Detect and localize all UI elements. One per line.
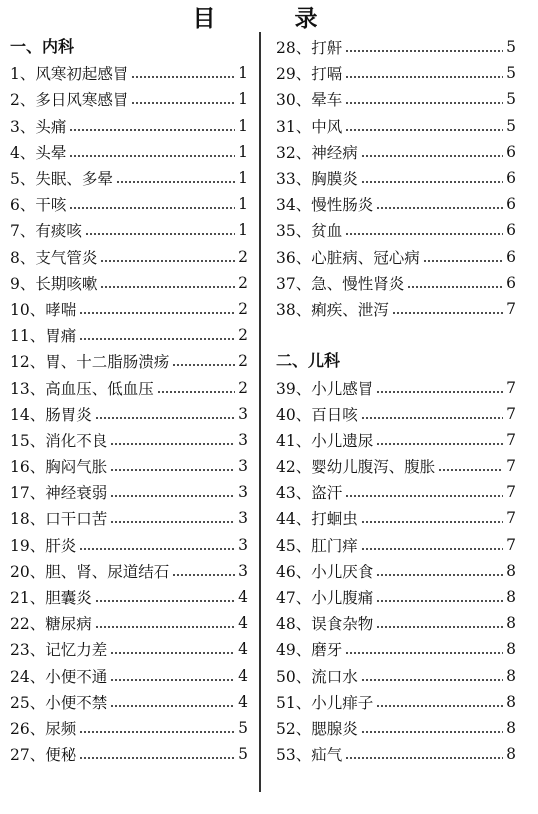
entry-number: 49、 (276, 641, 312, 660)
entry-page-number: 4 (238, 640, 248, 659)
dot-leader (361, 417, 503, 419)
dot-leader (376, 574, 503, 576)
toc-entry[interactable] (276, 715, 516, 741)
dot-leader (392, 312, 503, 314)
entry-title: 神经病 (311, 143, 358, 162)
entry-number: 15、 (10, 431, 46, 450)
entry-number: 5、 (10, 170, 36, 189)
entry-title: 误食杂物 (311, 615, 374, 634)
entry-number: 7、 (10, 222, 36, 241)
toc-entry[interactable] (10, 479, 248, 505)
toc-entry[interactable] (276, 453, 516, 479)
toc-entry[interactable] (10, 584, 248, 610)
entry-title: 失眠、多晕 (35, 170, 113, 189)
entry-title: 胸膜炎 (311, 170, 358, 189)
dot-leader (361, 181, 503, 183)
entry-number: 45、 (276, 536, 312, 555)
entry-number: 11、 (10, 327, 46, 346)
dot-leader (376, 207, 503, 209)
entry-page-number: 6 (506, 247, 516, 266)
entry-page-number: 7 (506, 483, 516, 502)
entry-title: 哮喘 (45, 300, 77, 319)
entry-page-number: 3 (238, 430, 248, 449)
toc-entry[interactable] (10, 113, 248, 139)
entry-number: 52、 (276, 719, 312, 738)
dot-leader (110, 443, 235, 445)
entry-page-number: 6 (506, 221, 516, 240)
toc-right-column (276, 34, 516, 767)
dot-leader (116, 181, 235, 183)
entry-number: 16、 (10, 458, 46, 477)
toc-entry[interactable] (10, 715, 248, 741)
toc-entry[interactable] (276, 610, 516, 636)
entry-page-number: 1 (238, 116, 248, 135)
entry-page-number: 2 (238, 352, 248, 371)
dot-leader (376, 391, 503, 393)
entry-title: 小儿厌食 (311, 562, 374, 581)
entry-title: 晕车 (311, 91, 343, 110)
dot-leader (110, 495, 235, 497)
entry-page-number: 7 (506, 509, 516, 528)
toc-entry[interactable] (10, 86, 248, 112)
entry-page-number: 2 (238, 247, 248, 266)
dot-leader (407, 286, 503, 288)
toc-entry[interactable] (276, 663, 516, 689)
entry-number: 42、 (276, 458, 312, 477)
entry-title: 胃痛 (45, 327, 77, 346)
dot-leader (157, 391, 235, 393)
entry-page-number: 1 (238, 64, 248, 83)
entry-page-number: 1 (238, 169, 248, 188)
toc-entry[interactable] (10, 689, 248, 715)
entry-title: 肠胃炎 (45, 405, 92, 424)
dot-leader (361, 155, 503, 157)
entry-number: 25、 (10, 693, 46, 712)
dot-leader (85, 233, 235, 235)
toc-left-column (10, 34, 248, 767)
dot-leader (361, 679, 503, 681)
entry-title: 肝炎 (45, 536, 77, 555)
entry-title: 小儿感冒 (311, 379, 374, 398)
dot-leader (376, 443, 503, 445)
dot-leader (79, 338, 235, 340)
toc-entry[interactable] (276, 741, 516, 767)
dot-leader (172, 574, 235, 576)
toc-entry[interactable] (10, 505, 248, 531)
toc-entry[interactable] (276, 296, 516, 322)
entry-title: 慢性肠炎 (311, 196, 374, 215)
entry-page-number: 7 (506, 378, 516, 397)
toc-entry[interactable] (10, 453, 248, 479)
toc-entry[interactable] (276, 113, 516, 139)
entry-number: 2、 (10, 91, 36, 110)
entry-title: 小便不通 (45, 667, 108, 686)
entry-number: 53、 (276, 746, 312, 765)
entry-title: 多日风寒感冒 (35, 91, 129, 110)
entry-number: 3、 (10, 117, 36, 136)
toc-list-left (10, 60, 248, 767)
entry-page-number: 3 (238, 509, 248, 528)
entry-title: 流口水 (311, 667, 358, 686)
toc-entry[interactable] (10, 427, 248, 453)
entry-number: 32、 (276, 143, 312, 162)
toc-entry[interactable] (10, 191, 248, 217)
toc-entry[interactable] (10, 244, 248, 270)
toc-entry[interactable] (10, 296, 248, 322)
entry-page-number: 5 (506, 116, 516, 135)
entry-title: 打嗝 (311, 65, 343, 84)
entry-page-number: 8 (506, 718, 516, 737)
toc-entry[interactable] (276, 479, 516, 505)
entry-number: 26、 (10, 719, 46, 738)
entry-number: 21、 (10, 589, 46, 608)
dot-leader (131, 76, 235, 78)
entry-number: 46、 (276, 562, 312, 581)
dot-leader (110, 469, 235, 471)
entry-page-number: 8 (506, 666, 516, 685)
dot-leader (345, 76, 503, 78)
entry-title: 磨牙 (311, 641, 343, 660)
entry-title: 胆、肾、尿道结石 (45, 562, 170, 581)
entry-number: 28、 (276, 39, 312, 58)
entry-number: 41、 (276, 431, 312, 450)
entry-number: 14、 (10, 405, 46, 424)
entry-number: 34、 (276, 196, 312, 215)
entry-page-number: 2 (238, 326, 248, 345)
dot-leader (361, 521, 503, 523)
dot-leader (376, 600, 503, 602)
entry-page-number: 8 (506, 745, 516, 764)
entry-title: 胆囊炎 (45, 589, 92, 608)
entry-title: 头痛 (35, 117, 67, 136)
entry-title: 打蛔虫 (311, 510, 358, 529)
entry-page-number: 8 (506, 614, 516, 633)
entry-title: 盗汗 (311, 484, 343, 503)
entry-page-number: 8 (506, 640, 516, 659)
entry-title: 神经衰弱 (45, 484, 108, 503)
dot-leader (69, 207, 235, 209)
entry-number: 35、 (276, 222, 312, 241)
toc-entry[interactable] (276, 270, 516, 296)
toc-entry[interactable] (276, 427, 516, 453)
entry-number: 22、 (10, 615, 46, 634)
entry-number: 13、 (10, 379, 46, 398)
dot-leader (69, 155, 235, 157)
toc-entry[interactable] (276, 689, 516, 715)
entry-title: 小儿痱子 (311, 693, 374, 712)
entry-title: 支气管炎 (35, 248, 98, 267)
entry-page-number: 3 (238, 561, 248, 580)
dot-leader (100, 260, 235, 262)
toc-entry[interactable] (276, 401, 516, 427)
dot-leader (110, 679, 235, 681)
entry-page-number: 7 (506, 299, 516, 318)
entry-title: 干咳 (35, 196, 67, 215)
entry-page-number: 1 (238, 142, 248, 161)
entry-page-number: 4 (238, 692, 248, 711)
entry-number: 10、 (10, 300, 46, 319)
entry-page-number: 5 (238, 745, 248, 764)
entry-page-number: 5 (506, 38, 516, 57)
toc-entry[interactable] (10, 663, 248, 689)
entry-title: 糖尿病 (45, 615, 92, 634)
entry-number: 17、 (10, 484, 46, 503)
dot-leader (95, 626, 235, 628)
section-heading-internal: 一、内科 (10, 37, 75, 56)
entry-page-number: 1 (238, 221, 248, 240)
toc-entry[interactable] (10, 610, 248, 636)
dot-leader (345, 233, 503, 235)
entry-number: 36、 (276, 248, 312, 267)
entry-page-number: 7 (506, 430, 516, 449)
dot-leader (345, 50, 503, 52)
toc-list-right-top (276, 34, 516, 322)
entry-number: 51、 (276, 693, 312, 712)
entry-title: 头晕 (35, 143, 67, 162)
dot-leader (345, 652, 503, 654)
toc-entry[interactable] (10, 217, 248, 243)
entry-number: 20、 (10, 562, 46, 581)
dot-leader (79, 757, 235, 759)
toc-entry[interactable] (10, 558, 248, 584)
entry-page-number: 6 (506, 169, 516, 188)
entry-page-number: 2 (238, 378, 248, 397)
entry-title: 记忆力差 (45, 641, 108, 660)
toc-entry[interactable] (276, 217, 516, 243)
dot-leader (376, 705, 503, 707)
dot-leader (345, 102, 503, 104)
entry-title: 消化不良 (45, 431, 108, 450)
toc-entry[interactable] (276, 374, 516, 400)
entry-title: 心脏病、冠心病 (311, 248, 420, 267)
dot-leader (110, 652, 235, 654)
entry-page-number: 2 (238, 273, 248, 292)
entry-number: 48、 (276, 615, 312, 634)
entry-number: 33、 (276, 170, 312, 189)
toc-entry[interactable] (10, 532, 248, 558)
entry-number: 23、 (10, 641, 46, 660)
entry-title: 小儿腹痛 (311, 589, 374, 608)
toc-entry[interactable] (276, 139, 516, 165)
toc-entry[interactable] (10, 374, 248, 400)
entry-page-number: 3 (238, 404, 248, 423)
dot-leader (79, 548, 235, 550)
entry-number: 44、 (276, 510, 312, 529)
entry-page-number: 2 (238, 299, 248, 318)
entry-page-number: 5 (506, 64, 516, 83)
entry-title: 口干口苦 (45, 510, 108, 529)
toc-entry[interactable] (10, 741, 248, 767)
dot-leader (95, 417, 235, 419)
entry-number: 19、 (10, 536, 46, 555)
entry-page-number: 8 (506, 692, 516, 711)
entry-number: 12、 (10, 353, 46, 372)
page-title: 目 录 (192, 5, 346, 32)
entry-page-number: 6 (506, 273, 516, 292)
dot-leader (376, 626, 503, 628)
entry-number: 4、 (10, 143, 36, 162)
entry-title: 便秘 (45, 746, 77, 765)
entry-number: 50、 (276, 667, 312, 686)
dot-leader (361, 731, 503, 733)
entry-number: 43、 (276, 484, 312, 503)
entry-title: 痢疾、泄泻 (311, 300, 389, 319)
toc-entry[interactable] (10, 401, 248, 427)
dot-leader (345, 129, 503, 131)
entry-page-number: 1 (238, 195, 248, 214)
section-heading-pediatrics: 二、儿科 (276, 351, 341, 371)
dot-leader (100, 286, 235, 288)
entry-page-number: 8 (506, 588, 516, 607)
entry-number: 24、 (10, 667, 46, 686)
entry-title: 肛门痒 (311, 536, 358, 555)
toc-entry[interactable] (276, 60, 516, 86)
entry-number: 8、 (10, 248, 36, 267)
toc-entry[interactable] (276, 244, 516, 270)
dot-leader (345, 495, 503, 497)
toc-list-right-bottom (276, 374, 516, 767)
entry-title: 腮腺炎 (311, 719, 358, 738)
dot-leader (172, 364, 235, 366)
entry-title: 打鼾 (311, 39, 343, 58)
entry-number: 9、 (10, 274, 36, 293)
entry-page-number: 3 (238, 483, 248, 502)
entry-title: 百日咳 (311, 405, 358, 424)
entry-number: 27、 (10, 746, 46, 765)
dot-leader (361, 548, 503, 550)
entry-title: 小便不禁 (45, 693, 108, 712)
entry-title: 胃、十二脂肠溃疡 (45, 353, 170, 372)
entry-title: 长期咳嗽 (35, 274, 98, 293)
entry-page-number: 7 (506, 404, 516, 423)
entry-title: 尿频 (45, 719, 77, 738)
dot-leader (110, 705, 235, 707)
entry-title: 有痰咳 (35, 222, 82, 241)
entry-number: 1、 (10, 65, 36, 84)
toc-entry[interactable] (276, 86, 516, 112)
entry-page-number: 6 (506, 195, 516, 214)
toc-entry[interactable] (276, 505, 516, 531)
entry-number: 29、 (276, 65, 312, 84)
dot-leader (131, 102, 235, 104)
entry-title: 中风 (311, 117, 343, 136)
toc-entry[interactable] (10, 270, 248, 296)
column-divider (259, 32, 261, 792)
dot-leader (95, 600, 235, 602)
entry-title: 胸闷气胀 (45, 458, 108, 477)
toc-entry[interactable] (10, 322, 248, 348)
dot-leader (110, 521, 235, 523)
entry-number: 6、 (10, 196, 36, 215)
entry-title: 急、慢性肾炎 (311, 274, 405, 293)
toc-entry[interactable] (276, 191, 516, 217)
toc-entry[interactable] (276, 34, 516, 60)
entry-number: 39、 (276, 379, 312, 398)
toc-entry[interactable] (10, 139, 248, 165)
entry-number: 30、 (276, 91, 312, 110)
toc-entry[interactable] (10, 348, 248, 374)
toc-entry[interactable] (10, 636, 248, 662)
entry-page-number: 7 (506, 535, 516, 554)
dot-leader (79, 731, 235, 733)
entry-title: 贫血 (311, 222, 343, 241)
dot-leader (438, 469, 503, 471)
entry-title: 风寒初起感冒 (35, 65, 129, 84)
entry-number: 40、 (276, 405, 312, 424)
entry-page-number: 4 (238, 614, 248, 633)
dot-leader (69, 129, 235, 131)
toc-entry[interactable] (276, 636, 516, 662)
entry-page-number: 3 (238, 457, 248, 476)
entry-page-number: 5 (506, 90, 516, 109)
dot-leader (345, 757, 503, 759)
toc-entry[interactable] (276, 558, 516, 584)
entry-number: 38、 (276, 300, 312, 319)
toc-entry[interactable] (10, 60, 248, 86)
entry-page-number: 5 (238, 718, 248, 737)
entry-title: 小儿遗尿 (311, 431, 374, 450)
entry-page-number: 8 (506, 561, 516, 580)
entry-title: 婴幼儿腹泻、腹胀 (311, 458, 436, 477)
entry-page-number: 4 (238, 666, 248, 685)
entry-number: 18、 (10, 510, 46, 529)
entry-page-number: 3 (238, 535, 248, 554)
toc-entry[interactable] (276, 584, 516, 610)
toc-entry[interactable] (276, 165, 516, 191)
dot-leader (423, 260, 503, 262)
entry-number: 37、 (276, 274, 312, 293)
entry-page-number: 1 (238, 90, 248, 109)
toc-entry[interactable] (10, 165, 248, 191)
entry-page-number: 6 (506, 142, 516, 161)
entry-number: 31、 (276, 117, 312, 136)
dot-leader (79, 312, 235, 314)
entry-page-number: 7 (506, 457, 516, 476)
entry-title: 疝气 (311, 746, 343, 765)
entry-page-number: 4 (238, 588, 248, 607)
section-gap (276, 322, 516, 348)
entry-number: 47、 (276, 589, 312, 608)
toc-entry[interactable] (276, 532, 516, 558)
entry-title: 高血压、低血压 (45, 379, 154, 398)
